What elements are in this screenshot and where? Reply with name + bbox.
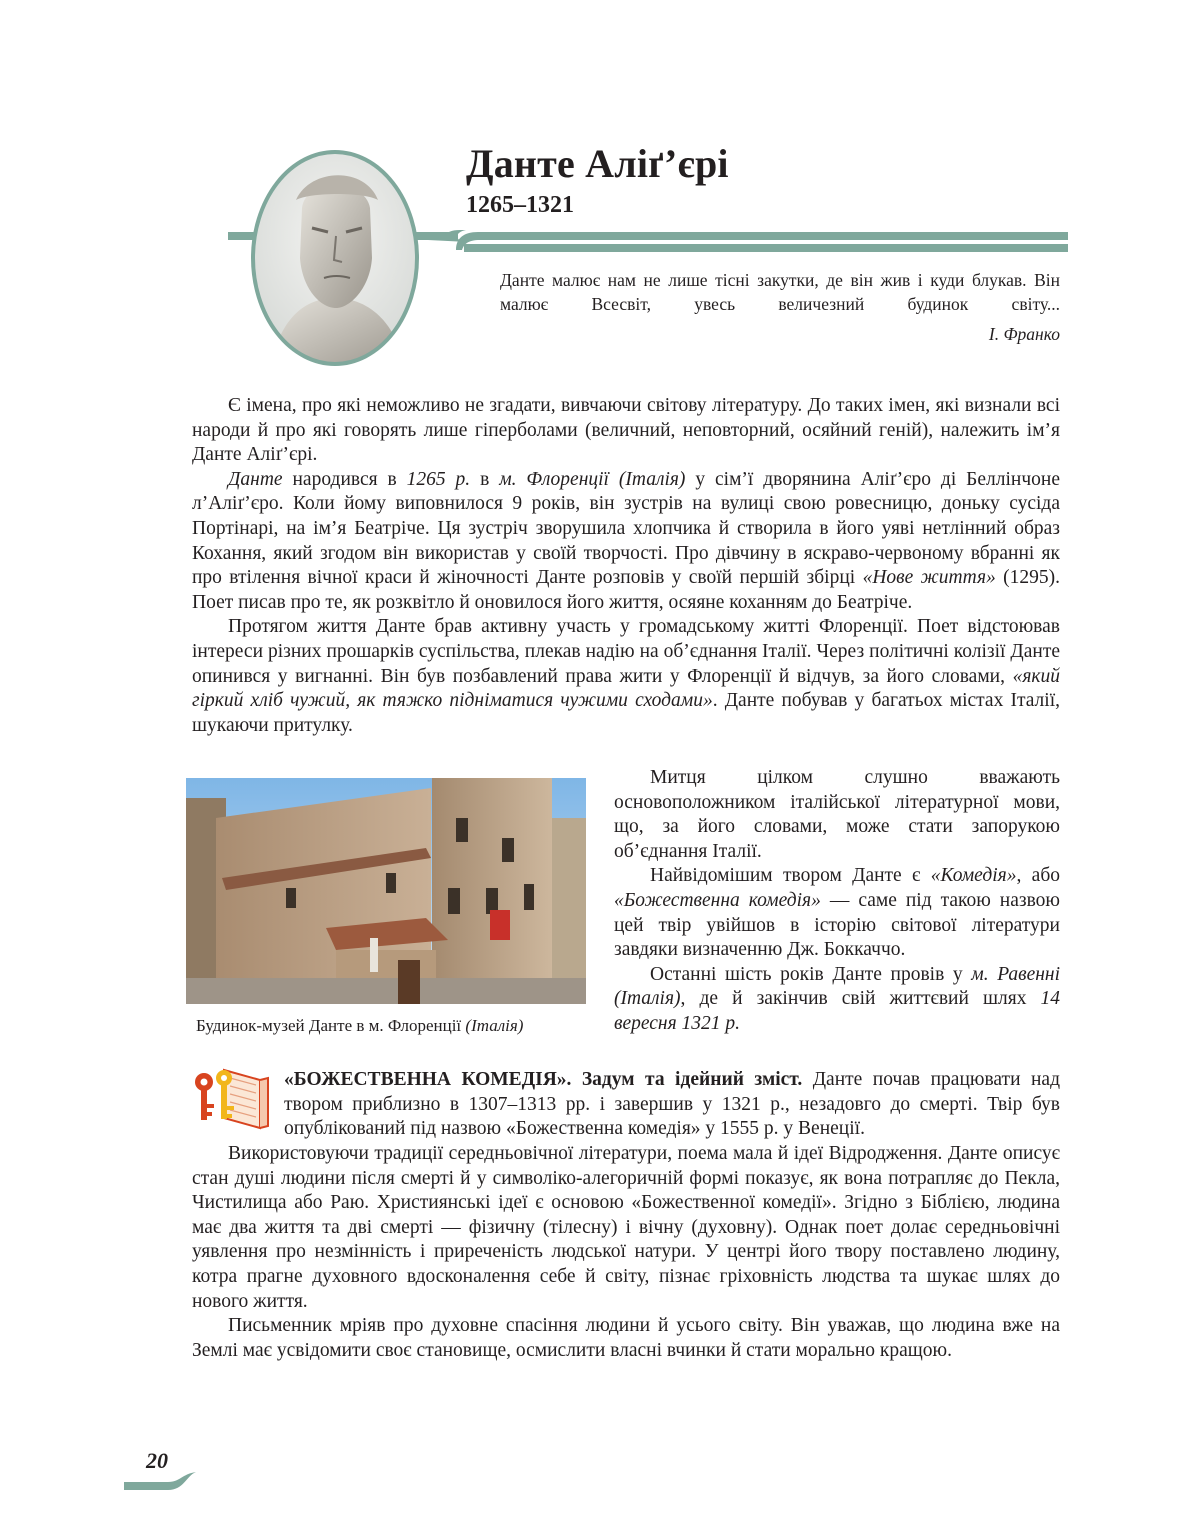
dante-portrait	[250, 148, 420, 368]
section-heading: «БОЖЕСТВЕННА КОМЕДІЯ». Задум та ідейний зміст.	[284, 1069, 803, 1090]
section-intro	[284, 1068, 1060, 1142]
epigraph-author: І. Франко	[988, 324, 1060, 344]
paragraph: Письменник мріяв про духовне спасіння людини й усього світу. Він уважав, що людина вже на Землі має усвідомити своє становище, осмислити власні вчинки й стати морально кращою.	[192, 1315, 1060, 1361]
paragraph: Данте народився в 1265 р. в м. Флоренції (Італія) у сім’ї дворянина Аліґ’єро ді Беллінчоне л’Аліґ’єро. Коли йому виповнилося 9 років, він зустрів на вулиці свою ровесницю, доньку сусіда Портінарі, на ім’я Беатріче. Ця зустріч зворушила хлопчика й створила в його уяві нетлінний образ Кохання, який згодом він використав у своїй творчості. Про дівчину в яскраво-червоному вбранні як про втілення вічної краси й жіночності Данте розповів у своїй першій збірці «Нове життя» (1295). Поет писав про те, як розквітло й оновилося його життя, осяяне коханням до Беатріче.	[192, 468, 1060, 613]
paragraph: Останні шість років Данте провів у м. Равенні (Італія), де й закінчив свій життєвий шлях 14 вересня 1321 р.	[614, 963, 1060, 1034]
page-number: 20	[146, 1448, 168, 1473]
page-title: Данте Аліґ’єрі	[466, 141, 729, 186]
footer-decorative-band	[124, 1470, 200, 1494]
text-block-comedy	[192, 1142, 1060, 1363]
paragraph: Є імена, про які неможливо не згадати, вивчаючи світову літературу. До таких імен, які визнали всі народи й про які говорять лише гіперболами (величний, неповторний, осяйний геній), належить ім’я Данте Аліґ’єрі.	[192, 395, 1060, 466]
text-block-right-column	[614, 766, 1060, 1037]
paragraph: Протягом життя Данте брав активну участь у громадському житті Флоренції. Поет відстоював інтереси різних прошарків суспільства, плекав надію на об’єднання Італії. Через політичні колізії Данте опинився у вигнанні. Він був позбавлений права жити у Флоренції й відчув, за його словами, «який гіркий хліб чужий, як тяжко підніматися чужими сходами». Данте побував у багатьох містах Італії, шукаючи притулку.	[192, 616, 1061, 736]
paragraph: Митця цілком слушно вважають основоположником італійської літературної мови, що, за його словами, може стати запорукою об’єднання Італії.	[614, 767, 1060, 862]
paragraph: «БОЖЕСТВЕННА КОМЕДІЯ». Задум та ідейний зміст. Данте почав працювати над твором приблизно в 1307–1313 рр. і завершив у 1321 р., незадовго до смерті. Твір був опублікований під назвою «Божественна комедія» у 1555 р. у Венеції.	[284, 1069, 1060, 1140]
paragraph: Використовуючи традиції середньовічної літератури, поема мала й ідеї Відродження. Данте описує стан душі людини після смерті й у символіко-алегоричній формі показує, як вона потрапляє до Пекла, Чистилища або Раю. Християнські ідеї є основою «Божественної комедії». Згідно з Біблією, людина має два життя та дві смерті — фізичну (тілесну) і вічну (духовну). Однак поет долає середньовічні уявлення про незмінність і приреченість людської натури. У центрі його твору поставлено людину, котра прагне духовного вдосконалення себе й світу, пізнає гріховність людства та шукає шлях до нового життя.	[192, 1143, 1060, 1312]
life-years: 1265–1321	[466, 192, 574, 218]
paragraph: Найвідомішим твором Данте є «Комедія», або «Божественна комедія» — саме під такою назвою цей твір увійшов в історію світової літератури завдяки визначенню Дж. Боккаччо.	[614, 865, 1060, 961]
keys-book-icon	[190, 1064, 272, 1130]
dante-house-photo	[186, 778, 586, 1004]
text-block-intro	[192, 394, 1060, 738]
epigraph-quote: Данте малює нам не лише тісні закутки, де він жив і куди блукав. Він малює Всесвіт, увесь величезний будинок світу...	[500, 270, 1060, 314]
photo-caption: Будинок-музей Данте в м. Флоренції (Італія)	[196, 1016, 524, 1035]
